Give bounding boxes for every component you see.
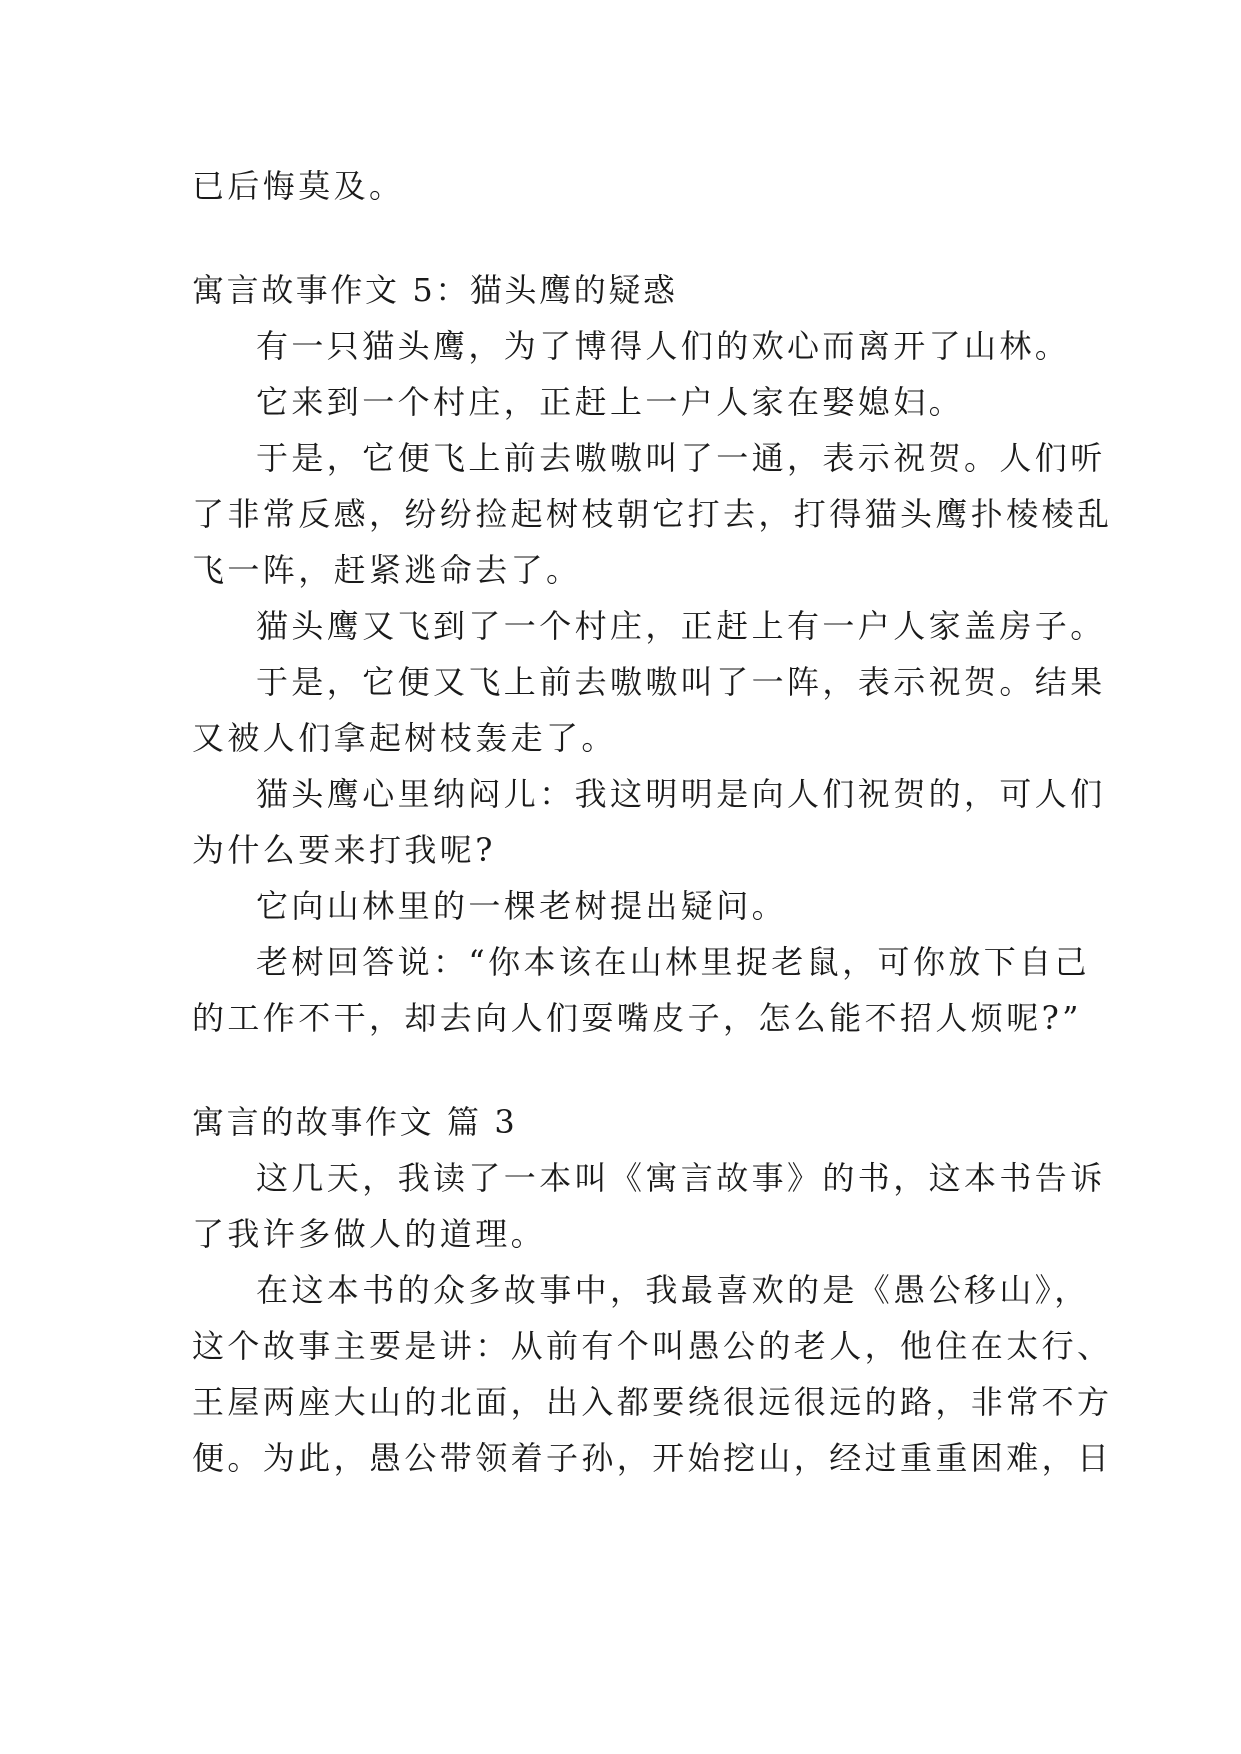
text-line: 于是，它便飞上前去嗷嗷叫了一通，表示祝贺。人们听	[256, 439, 1106, 477]
text-line: 它来到一个村庄，正赶上一户人家在娶媳妇。	[256, 383, 965, 421]
text-line: 已后悔莫及。	[192, 167, 405, 205]
text-line: 于是，它便又飞上前去嗷嗷叫了一阵，表示祝贺。结果	[256, 663, 1106, 701]
text-line: 又被人们拿起树枝轰走了。	[192, 719, 617, 757]
text-line: 为什么要来打我呢?	[192, 831, 496, 869]
text-line: 这个故事主要是讲：从前有个叫愚公的老人，他住在太行、	[192, 1327, 1113, 1365]
text-line: 猫头鹰又飞到了一个村庄，正赶上有一户人家盖房子。	[256, 607, 1106, 645]
paragraph-gap	[192, 214, 1062, 262]
text-line: 王屋两座大山的北面，出入都要绕很远很远的路，非常不方	[192, 1383, 1113, 1421]
text-line: 飞一阵，赶紧逃命去了。	[192, 551, 582, 589]
section-heading: 寓言故事作文 5：猫头鹰的疑惑	[192, 271, 678, 309]
text-line: 猫头鹰心里纳闷儿：我这明明是向人们祝贺的，可人们	[256, 775, 1106, 813]
text-line: 它向山林里的一棵老树提出疑问。	[256, 887, 788, 925]
document-page	[192, 158, 1113, 1486]
section-heading: 寓言的故事作文 篇 3	[192, 1103, 518, 1141]
text-line: 有一只猫头鹰，为了博得人们的欢心而离开了山林。	[256, 327, 1071, 365]
text-line: 在这本书的众多故事中，我最喜欢的是《愚公移山》，	[256, 1271, 1090, 1309]
text-line: 了非常反感，纷纷捡起树枝朝它打去，打得猫头鹰扑棱棱乱	[192, 495, 1113, 533]
text-line: 老树回答说：“你本该在山林里捉老鼠，可你放下自己	[256, 943, 1090, 981]
text-line: 便。为此，愚公带领着子孙，开始挖山，经过重重困难，日	[192, 1439, 1113, 1477]
text-line: 了我许多做人的道理。	[192, 1215, 547, 1253]
paragraph-gap	[192, 1046, 1062, 1094]
text-line: 的工作不干，却去向人们耍嘴皮子，怎么能不招人烦呢?”	[192, 999, 1082, 1037]
text-line: 这几天，我读了一本叫《寓言故事》的书，这本书告诉	[256, 1159, 1106, 1197]
